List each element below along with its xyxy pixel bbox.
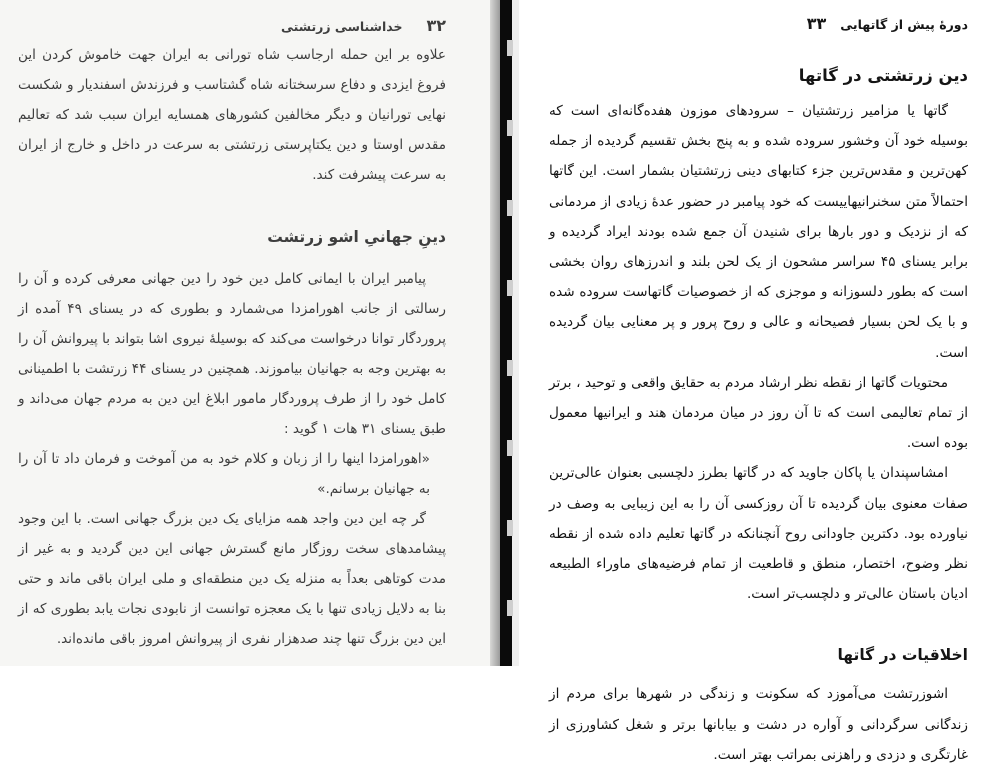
right-page-number: ۳۳ — [806, 14, 827, 33]
right-section-heading-2: اخلاقیات در گاتها — [837, 646, 968, 665]
left-intro-paragraph: علاوه بر این حمله ارجاسب شاه تورانی به ایران جهت خاموش کردن این فروغ ایزدی و دفاع سرسختانه شاه گشتاسب و فرزندش اسفندیار و شکست نهایی تورانیان و دیگر مخالفین کشورهای همسایه ایران سبب شد که تعالیم مقدس اوستا و دین یکتاپرستی زرتشتی به سرعت در داخل و خارج از ایران به سرعت پیشرفت کند. — [18, 47, 446, 183]
binding-hole — [507, 440, 513, 456]
right-paragraph-4: اشوزرتشت می‌آموزد که سکونت و زندگی در شهرها برای مردم از زندگانی سرگردانی و آواره در دشت و بیابانها برتر و شغل کشاورزی از غارتگری و دزدی و راهزنی بمراتب بهتر است. — [549, 686, 968, 763]
left-page-number: ۳۲ — [426, 16, 446, 35]
right-running-title: دورهٔ پیش از گاتهایی — [840, 17, 968, 32]
left-section-heading: دینِ جهانیِ اشو زرتشت — [267, 228, 446, 246]
right-page — [519, 0, 1003, 763]
left-running-title: خداشناسی زرتشتی — [281, 19, 403, 34]
right-paragraph-1: گاتها یا مزامیر زرتشتیان – سرودهای موزون هفده‌گانه‌ای است که بوسیله خود آن وخشور سروده شده و به پنج بخش تقسیم گردیده از جمله کهن‌ترین و مقدس‌ترین جزء کتابهای دینی زرتشتیان بشمار است. این گاتها احتمالاً متن سخنرانیهاییست که خود پیامبر در حضور عدهٔ زیادی از مردمانی که از نزدیک و دور بارها برای شنیدن آن جمع شده بودند ایراد گردیده و برابر یسنای ۴۵ سراسر مشحون از یک لحن بلند و اندرزهای روان بخشی است که بطور دلسوزانه و موجزی که از خصوصیات گاتهاست سروده شده و با یک لحن بسیار فصیحانه و عالی و روح پرور و پر معنایی بیان گردیده است. — [549, 103, 969, 361]
right-paragraph-3: امشاسپندان یا پاکان جاوید که در گاتها بطرز دلچسبی بعنوان عالی‌ترین صفات معنوی بیان گردیده تا آن روزکسی آن را به این زیبایی به وصف در نیاورده بود. دکترین جاودانی روح آنچنانکه در گاتها تعلیم داده شده از نقطه نظر وضوح، اختصار، منطق و قاطعیت از تمام فرضیه‌های ماوراء الطبیعه ادیان باستان عالی‌تر و دلچسب‌تر است. — [549, 465, 968, 603]
binding-spine — [500, 0, 512, 666]
binding-hole — [507, 40, 513, 56]
binding-hole — [507, 200, 513, 216]
binding-edge — [512, 0, 519, 666]
binding-hole — [507, 360, 513, 376]
left-page — [0, 0, 496, 666]
right-section-heading-1: دین زرتشتی در گاتها — [798, 66, 968, 85]
gutter-shadow — [490, 0, 500, 666]
left-paragraph-2: گر چه این دین واجد همه مزایای یک دین بزرگ جهانی است. با این وجود پیشامدهای سخت روزگار مانع گسترش جهانی این دین گردید و به غیر از مدت کوتاهی بعداً به منزله یک دین منطقه‌ای و ملی ایران باقی ماند و حتی بنا به دلایل زیادی تنها با یک معجزه توانست از نابودی نجات یابد بطوری که از این دین بزرگ تنها چند صدهزار نفری از پیروانش امروز باقی مانده‌اند. — [18, 511, 446, 647]
binding-hole — [507, 280, 513, 296]
right-running-head — [549, 14, 968, 38]
right-paragraph-2: محتویات گاتها از نقطه نظر ارشاد مردم به حقایق واقعی و توحید ، برتر از تمام تعالیمی است که تا آن روز در میان مردمان هند و ایرانیها معمول بوده است. — [549, 374, 968, 452]
left-quote: «اهورامزدا اینها را از زبان و کلام خود به من آموخت و فرمان داد تا آن را به جهانیان برسانم.» — [18, 451, 430, 497]
left-paragraph-1: پیامبر ایران با ایمانی کامل دین خود را دین جهانی معرفی کرده و آن را رسالتی از جانب اهورامزدا می‌شمارد و بطوری که در یسنای ۴۹ آمده از پروردگار توانا درخواست می‌کند که بوسیلهٔ نیروی اشا بتواند با پیروانش آن را به بهترین وجه به جهانیان بیاموزند. همچنین در یسنای ۴۴ زرتشت با اطمینانی کامل خود را از طرف پروردگار مامور ابلاغ این دین به مردم جهان می‌داند و طبق یسنای ۳۱ هات ۱ گوید : — [18, 271, 446, 437]
binding-hole — [507, 600, 513, 616]
left-running-head — [18, 16, 446, 40]
binding-hole — [507, 120, 513, 136]
binding-hole — [507, 520, 513, 536]
